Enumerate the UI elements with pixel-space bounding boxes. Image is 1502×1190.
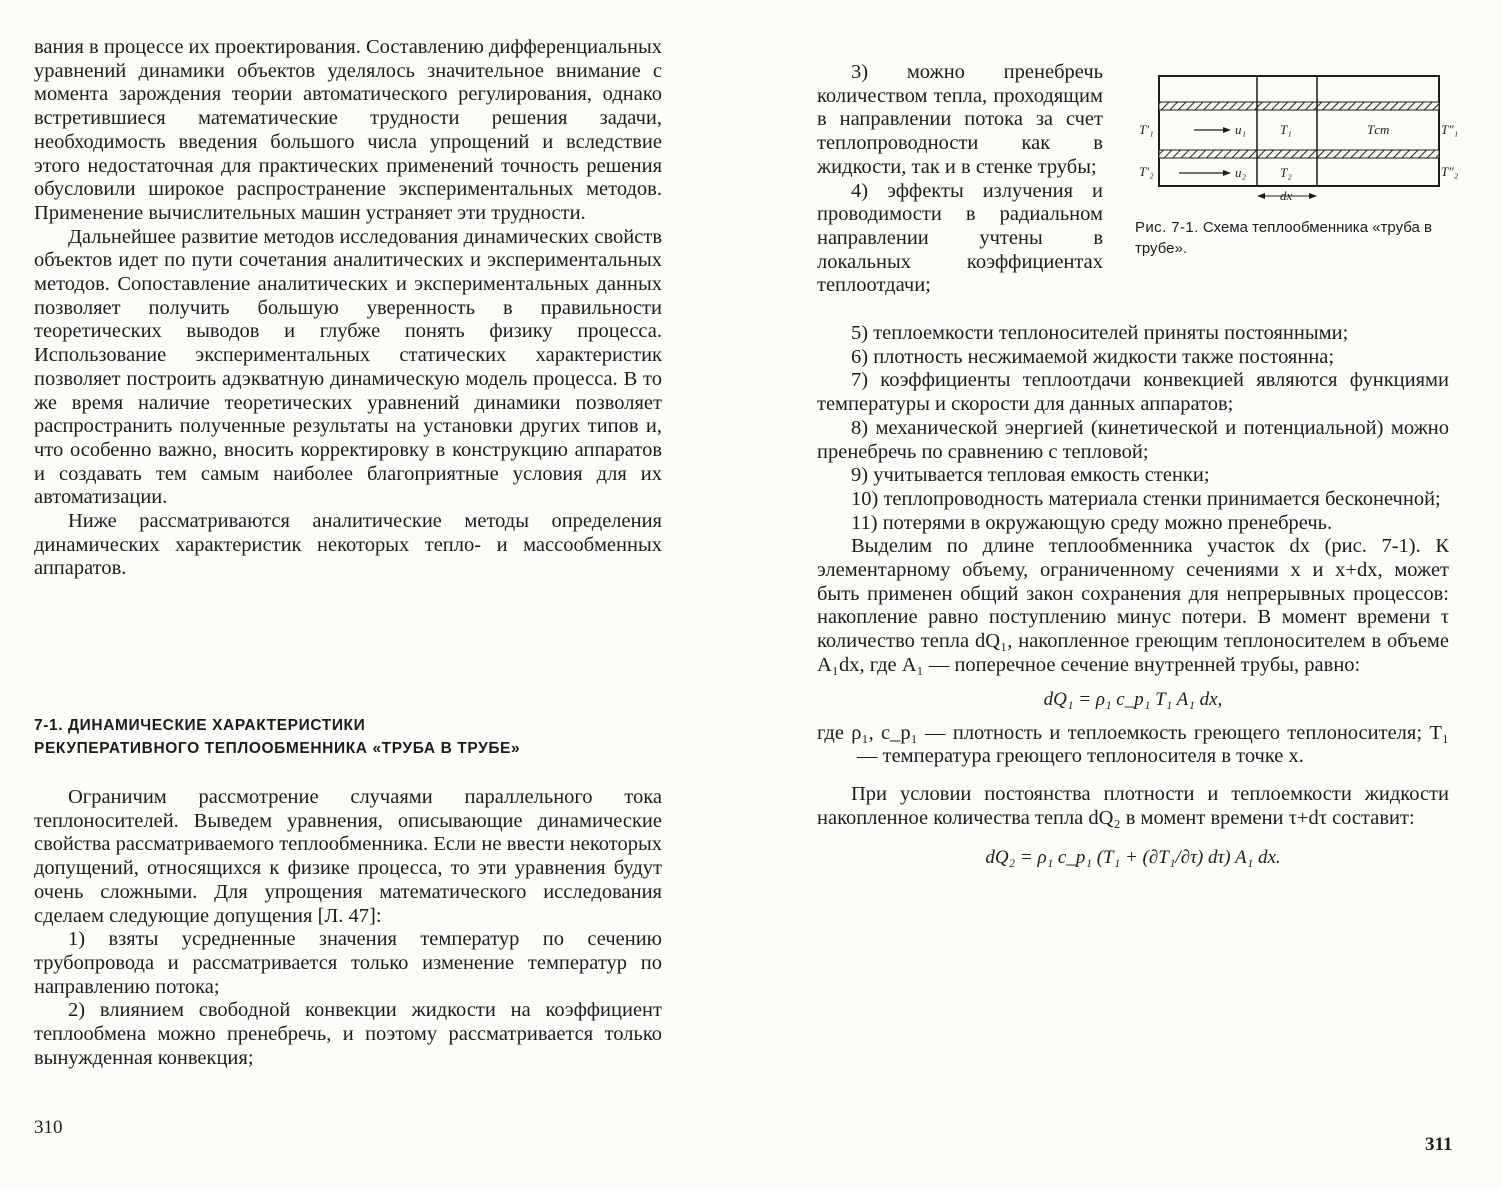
label-tcm: Tст (1367, 122, 1390, 137)
assumption-1: 1) взяты усредненные значения температур по сечению трубопровода и рассматривается только изменение температур по направлению потока; (34, 928, 662, 998)
paragraph-development: Дальнейшее развитие методов исследования динамических свойств объектов идет по пути сочетания аналитических и экспериментальных методов. Сопоставление аналитических и экспериментальных данных позволяет получить большую уверенность в правильности теоретических выводов и глубже понять физику процесса. Использование экспериментальных статических характеристик позволяет построить адэкватную динамическую модель процесса. В то же время наличие теоретических уравнений динамики позволяет распространить полученные результаты на установки других типов и, что особенно важно, вносить корректировку в конструкцию аппаратов и создавать тем самым наиболее благоприятные условия для их автоматизации. (34, 225, 662, 509)
section-heading (34, 714, 674, 760)
right-wrap-text (817, 61, 1103, 298)
dx-arrow-right (1309, 193, 1317, 199)
label-t2-in: T′₂ (1139, 164, 1154, 179)
figure-caption (1135, 217, 1453, 259)
assumption-7: 7) коэффициенты теплоотдачи конвекцией являются функциями температуры и скорости для данных аппаратов; (817, 369, 1449, 416)
right-main-text (817, 322, 1449, 872)
label-t2-out: T″₂ (1441, 164, 1459, 179)
paragraph-methods: Ниже рассматриваются аналитические методы определения динамических характеристик некоторых тепло- и массообменных аппаратов. (34, 510, 662, 580)
assumption-6: 6) плотность несжимаемой жидкости также постоянна; (851, 345, 1335, 368)
section-heading-line2: РЕКУПЕРАТИВНОГО ТЕПЛООБМЕННИКА «ТРУБА В ТРУБЕ» (34, 740, 521, 757)
assumption-10: 10) теплопроводность материала стенки принимается бесконечной; (851, 487, 1441, 510)
section-heading-line1: 7-1. ДИНАМИЧЕСКИЕ ХАРАКТЕРИСТИКИ (34, 717, 366, 734)
paragraph-assumptions-intro: Ограничим рассмотрение случаями параллельного тока теплоносителей. Выведем уравнения, описывающие динамические свойства рассматриваемого теплообменника. Если не ввести некоторых допущений, относящихся к физике процесса, то эти уравнения будут очень сложными. Для упрощения математического исследования сделаем следующие допущения [Л. 47]: (34, 786, 662, 927)
right-page (751, 0, 1502, 1190)
heat-exchanger-scheme (1139, 72, 1459, 212)
paragraph-continuation: вания в процессе их проектирования. Составлению дифференциальных уравнений динамики объектов уделялось значительное внимание с момента зарождения теории автоматического регулирования, однако встретившиеся математические трудности решения задачи, необходимость введения большого числа упрощений и вследствие этого недостаточная для практических применений точность решения обусловили широкое распространение экспериментальных методов. Применение вычислительных машин устраняет эти трудности. (34, 36, 662, 224)
formula-dq1: dQ₁ = ρ₁ c_p₁ T₁ A₁ dx, (1043, 688, 1223, 710)
label-u2: u₂ (1235, 165, 1247, 180)
figure-caption-text: Схема теплообменника «труба в трубе». (1135, 219, 1432, 257)
label-dx: dx (1280, 188, 1293, 203)
paragraph-where: где ρ₁, c_p₁ — плотность и теплоемкость греющего теплоносителя; T₁ — температура греющего теплоносителя в точке x. (817, 721, 1449, 768)
formula-dq2: dQ₂ = ρ₁ c_p₁ (T₁ + (∂T₁/∂τ) dτ) A₁ dx. (985, 847, 1281, 869)
assumption-3: 3) можно пренебречь количеством тепла, проходящим в направлении потока за счет теплопроводности как в жидкости, так и в стенке трубы; (817, 61, 1103, 178)
label-t1: T₁ (1280, 122, 1292, 137)
page-number-right: 311 (1425, 1134, 1453, 1155)
left-intro-text (34, 36, 662, 581)
inner-wall-top (1159, 102, 1439, 110)
label-t2: T₂ (1280, 165, 1292, 180)
page-number-left: 310 (34, 1117, 63, 1138)
inner-wall-bottom (1159, 150, 1439, 158)
flow-arrow-u1-head (1223, 127, 1231, 133)
assumption-8: 8) механической энергией (кинетической и потенциальной) можно пренебречь по сравнению с тепловой; (817, 416, 1449, 463)
label-t1-out: T″₁ (1441, 122, 1459, 137)
label-t1-in: T′₁ (1139, 122, 1154, 137)
label-u1: u₁ (1235, 122, 1247, 137)
assumption-5: 5) теплоемкости теплоносителей приняты постоянными; (851, 322, 1349, 344)
assumption-11: 11) потерями в окружающую среду можно пренебречь. (851, 511, 1333, 534)
dx-arrow-left (1257, 193, 1265, 199)
assumption-2: 2) влиянием свободной конвекции жидкости на коэффициент теплообмена можно пренебречь, и поэтому рассматривается только вынужденная конвекция; (34, 999, 662, 1069)
paragraph-condition: При условии постоянства плотности и теплоемкости жидкости накопленное количества тепла dQ₂ в момент времени τ+dτ составит: (817, 782, 1449, 829)
assumption-4: 4) эффекты излучения и проводимости в радиальном направлении учтены в локальных коэффициентах теплоотдачи; (817, 179, 1103, 297)
paragraph-element-volume: Выделим по длине теплообменника участок dx (рис. 7-1). К элементарному объему, ограниченному сечениями x и x+dx, может быть применен общий закон сохранения для непрерывных процессов: накопление равно поступлению минус потери. В момент времени τ количество тепла dQ₁, накопленное греющим теплоносителем в объеме A₁dx, где A₁ — поперечное сечение внутренней трубы, равно: (817, 535, 1449, 676)
figure-caption-label: Рис. 7-1. (1135, 219, 1199, 236)
assumption-9: 9) учитывается тепловая емкость стенки; (851, 464, 1210, 487)
outer-pipe-frame (1159, 76, 1439, 186)
flow-arrow-u2-head (1223, 170, 1231, 176)
left-section-text (34, 786, 662, 1070)
